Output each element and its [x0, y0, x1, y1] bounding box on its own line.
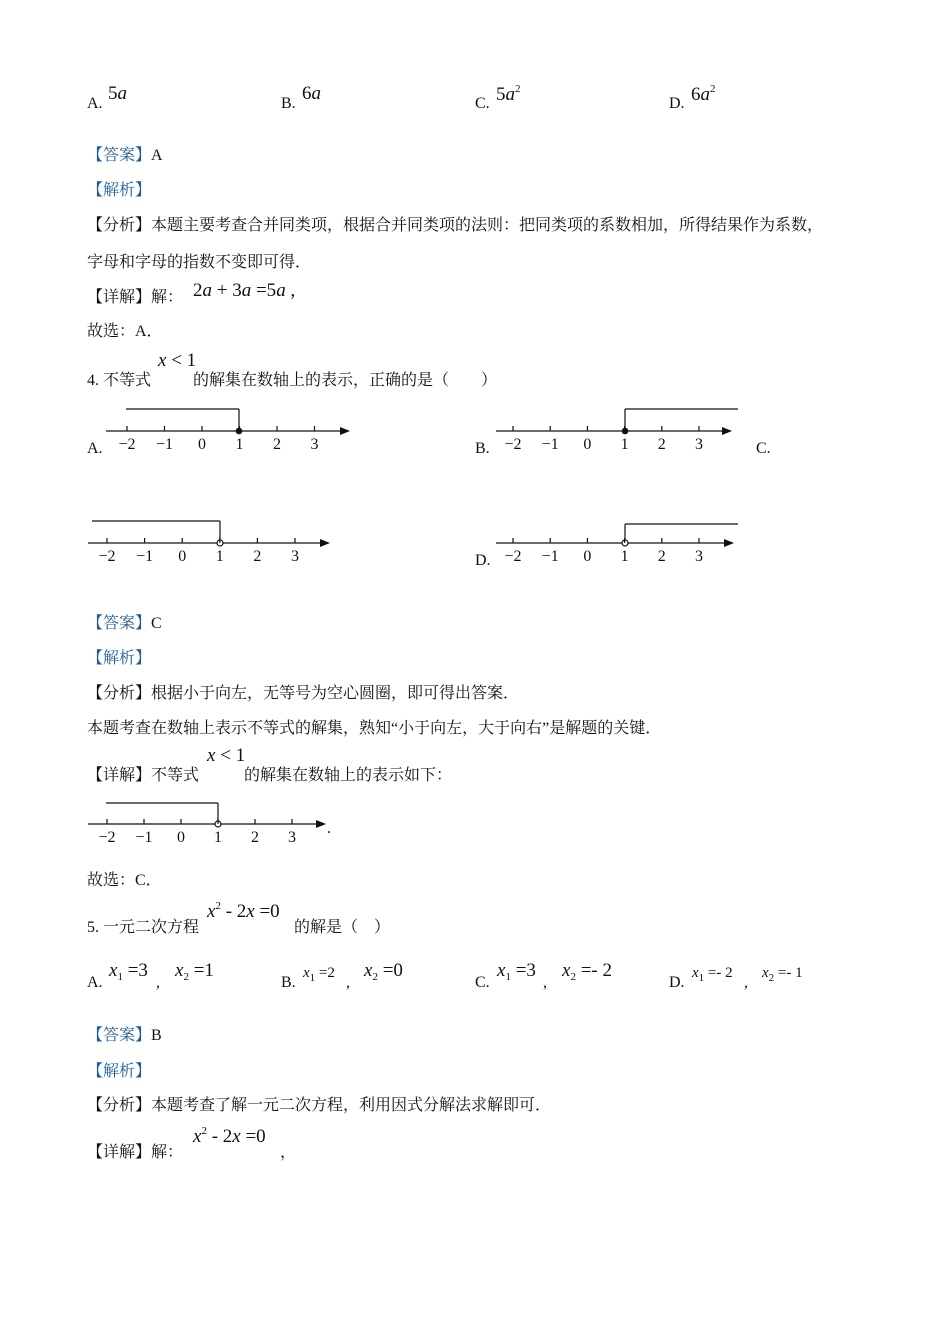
q4-note: 本题考查在数轴上表示不等式的解集，熟知“小于向左，大于向右”是解题的关键． [87, 720, 662, 737]
q5-detail: 【详解】解： [87, 1144, 184, 1161]
q5-option-d-letter: D. [669, 974, 685, 991]
q5-option-a-letter: A. [87, 974, 103, 991]
numberline-tick-label: −2 [118, 436, 136, 453]
q4-option-c-letter: C. [756, 440, 771, 457]
numberline-tick-label: −1 [541, 436, 559, 453]
q5-option-c-comma: , [543, 974, 547, 991]
q4-detail: 【详解】不等式 [87, 767, 200, 784]
q3-option-c: C. [475, 95, 490, 112]
q5-answer: 【答案】B [87, 1027, 162, 1044]
numberline-tick-label: 1 [235, 436, 244, 453]
q4-stem-expr: x < 1 [158, 350, 197, 371]
q4-option-a-letter: A. [87, 440, 103, 457]
numberline-tick-label: −2 [98, 548, 116, 565]
numberline-tick-label: 0 [583, 436, 592, 453]
q3-option-d-expr: $6a^2$ [691, 83, 716, 105]
numberline-tick-label: 3 [288, 829, 296, 846]
numberline-tick-label: 0 [177, 829, 185, 846]
q5-option-d-expr: $x_1 =- 2$ [692, 965, 733, 984]
numberline-tick-label: −1 [155, 436, 174, 453]
q4-stem-suffix: 的解集在数轴上的表示，正确的是（ ） [193, 372, 498, 389]
q3-answer: 【答案】A [87, 147, 163, 164]
q3-option-c-expr: $5a^2$ [496, 83, 521, 105]
q5-option-b-comma: , [346, 974, 350, 991]
q5-option-b-expr2: $x_2 =0$ [364, 960, 403, 983]
q5-analysis-label: 【解析】 [87, 1063, 152, 1080]
q4-analysis-label: 【解析】 [87, 650, 152, 667]
q5-option-d-comma: , [744, 974, 748, 991]
q3-option-a: A. [87, 95, 103, 112]
q4-stem: 4. 不等式 [87, 372, 152, 389]
q4-answer: 【答案】C [87, 615, 162, 632]
q5-option-c-letter: C. [475, 974, 490, 991]
numberline-tick-label: 3 [695, 548, 703, 565]
q5-option-d-expr2: $x_2 =- 1$ [762, 965, 803, 984]
q4-option-a-numberline [100, 400, 360, 460]
q3-choice: 故选：A． [87, 323, 163, 340]
numberline-tick-label: 2 [657, 548, 666, 565]
numberline-tick-label: 1 [214, 829, 222, 846]
q4-detail-suffix: 的解集在数轴上的表示如下： [244, 767, 453, 784]
q5-stem-expr: $x^2 - 2x =0$ [207, 900, 280, 922]
q5-stem: 5. 一元二次方程 [87, 919, 200, 936]
numberline-tick-label: 0 [198, 436, 206, 453]
numberline-tick-label: 3 [310, 436, 319, 453]
q5-detail-expr: $x^2 - 2x =0$ [193, 1125, 266, 1147]
q4-option-c-numberline [82, 512, 342, 572]
q4-option-b-numberline [490, 400, 750, 460]
q3-option-d: D. [669, 95, 685, 112]
q3-option-b-expr: 6a [302, 83, 321, 104]
numberline-tick-label: 3 [291, 548, 299, 565]
q4-detail-expr: x < 1 [207, 745, 246, 766]
q4-option-b-letter: B. [475, 440, 490, 457]
numberline-tick-label: 0 [178, 548, 187, 565]
q5-detail-tail: ， [280, 1144, 297, 1161]
q4-detail-numberline [82, 793, 342, 853]
q5-fenxi: 【分析】本题考查了解一元二次方程，利用因式分解法求解即可． [87, 1097, 552, 1114]
q4-detail-period: . [327, 820, 331, 837]
numberline-tick-label: 1 [620, 548, 629, 565]
q3-fenxi: 【分析】本题主要考查合并同类项，根据合并同类项的法则：把同类项的系数相加，所得结果作为系数， [87, 217, 824, 234]
q5-option-c-expr: $x_1 =3$ [497, 960, 536, 983]
numberline-tick-label: 0 [583, 548, 592, 565]
numberline-tick-label: 2 [273, 436, 281, 453]
q4-option-d-letter: D. [475, 552, 491, 569]
numberline-tick-label: 2 [657, 436, 666, 453]
numberline-tick-label: 2 [253, 548, 262, 565]
q5-option-a-expr2: $x_2 =1$ [175, 960, 214, 983]
numberline-tick-label: −2 [504, 548, 522, 565]
q4-fenxi: 【分析】根据小于向左，无等号为空心圆圈，即可得出答案． [87, 685, 520, 702]
q3-fenxi-cont: 字母和字母的指数不变即可得． [87, 254, 312, 271]
q5-option-c-expr2: $x_2 =- 2$ [562, 960, 612, 983]
numberline-tick-label: −2 [504, 436, 522, 453]
q4-choice: 故选：C． [87, 872, 162, 889]
q5-option-a-comma: , [156, 974, 160, 991]
q5-option-a-expr: $x_1 =3$ [109, 960, 148, 983]
q3-detail-expr: 2a + 3a =5a , [193, 280, 296, 301]
numberline-tick-label: 2 [251, 829, 259, 846]
numberline-tick-label: 3 [695, 436, 703, 453]
q5-stem-suffix: 的解是（ ） [294, 919, 391, 936]
numberline-tick-label: −1 [541, 548, 559, 565]
q3-option-a-expr: 5a [108, 83, 127, 104]
numberline-tick-label: 1 [620, 436, 629, 453]
q3-option-b: B. [281, 95, 296, 112]
q3-analysis-label: 【解析】 [87, 182, 152, 199]
q5-option-b-letter: B. [281, 974, 296, 991]
numberline-tick-label: −2 [98, 829, 116, 846]
q3-detail: 【详解】解： [87, 289, 184, 306]
numberline-tick-label: −1 [136, 548, 154, 565]
q5-option-b-expr: $x_1 =2$ [303, 965, 335, 984]
numberline-tick-label: −1 [135, 829, 153, 846]
q4-option-d-numberline [490, 512, 750, 572]
numberline-tick-label: 1 [215, 548, 224, 565]
